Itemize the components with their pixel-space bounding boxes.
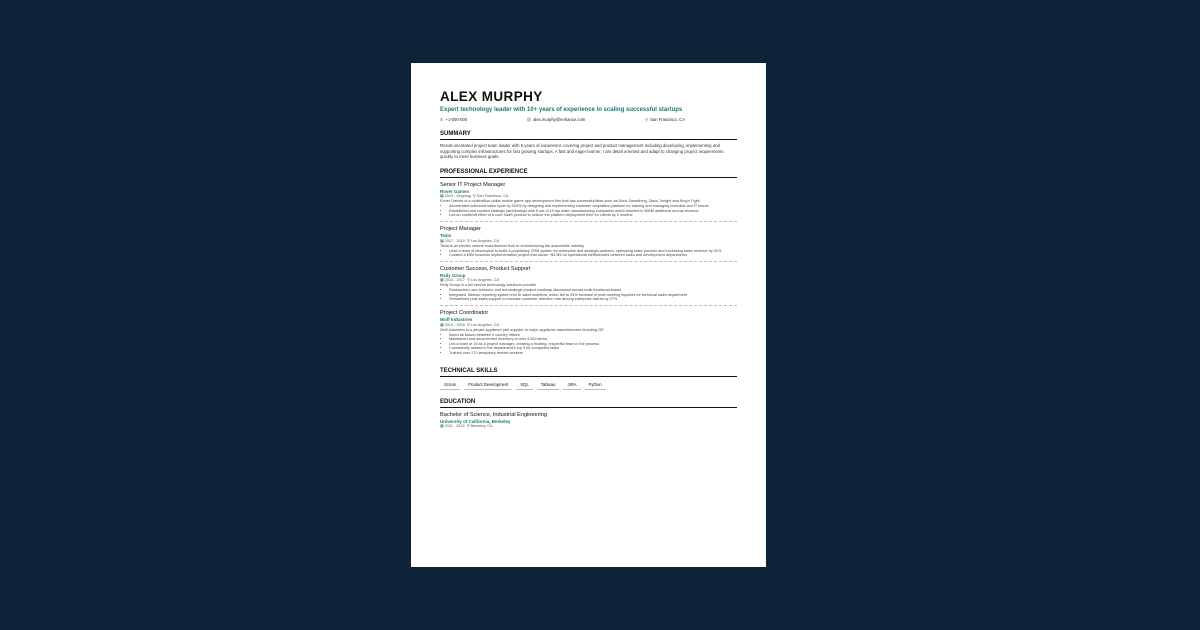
phone-icon: ✆: [440, 117, 444, 122]
job-bullet: • Established and curated strategic partnerships with 6 out of 10 top state manufacturing companies which resulted in $30M additional annual revenue: [449, 209, 737, 214]
section-title-skills: TECHNICAL SKILLS: [440, 368, 737, 377]
job-entry: [440, 266, 737, 306]
contact-location: [645, 117, 685, 122]
skill-chip: SQL: [516, 381, 532, 390]
job-description: Tesla is an electric vehicle manufacturer that is revolutionizing the automobile industry: [440, 243, 585, 248]
location-text: San Francisco, CA: [650, 117, 685, 122]
contact-row: [440, 117, 685, 122]
resume-page: [411, 63, 766, 567]
education-meta: [440, 424, 737, 429]
education-school: University of California, Berkeley: [440, 418, 511, 424]
calendar-icon: ▦: [440, 238, 444, 243]
job-bullet: • Integrated Tableau reporting system into SI sales workflow, which led to 23% increase in post-meeting inquiries for technical sales department: [449, 293, 737, 298]
job-bullet: • Maintained and documented inventory of over 4,000 items: [449, 337, 737, 342]
location-pin-icon: ⚲: [467, 238, 470, 243]
skill-chip: JIRA: [563, 381, 580, 390]
job-dates: 2015 - 2017: [444, 278, 465, 283]
job-bullet: • Trained over 270 temporary remote workers: [449, 351, 737, 356]
job-company: Tesla: [440, 233, 452, 239]
job-title: Project Manager: [440, 226, 482, 233]
job-location: San Francisco, CA: [476, 194, 509, 199]
job-location: Los Angeles, CA: [470, 278, 499, 283]
education-location: Berkeley, CA: [470, 424, 493, 428]
email-icon: @: [526, 117, 532, 122]
experience-list: [440, 182, 737, 359]
contact-phone: [440, 117, 467, 122]
job-company: Rover Games: [440, 188, 470, 194]
job-company: Wolf Industries: [440, 317, 473, 323]
job-bullets: [440, 204, 737, 218]
location-pin-icon: ⚲: [467, 322, 470, 327]
job-bullets: [440, 333, 737, 356]
job-bullet: • Consistently ranked in the department's top 3 for completed tasks: [449, 346, 737, 351]
job-description: Rover Games is a multimillion-dollar mobile game app development firm that has successful titles such as Drink Something, Disco Tonight and King's Fight: [440, 199, 700, 204]
contact-email: [527, 117, 585, 122]
education-degree: Bachelor of Science, Industrial Engineering: [440, 411, 547, 418]
job-bullet: • Streamlined post-sales support to increase customer retention rate among enterprise clients by 27%: [449, 297, 737, 302]
job-bullets: [440, 249, 737, 258]
job-dates: 2013 - 2015: [444, 322, 465, 327]
location-pin-icon: ⚲: [645, 117, 649, 122]
job-title: Customer Success, Product Support: [440, 265, 531, 272]
job-entry: [440, 182, 737, 222]
job-dates: 2019 - Ongoing: [444, 194, 471, 199]
job-entry: [440, 310, 737, 358]
job-bullet: • Acted as liaison between 4 country offices: [449, 333, 737, 338]
location-pin-icon: ⚲: [467, 278, 470, 283]
job-title: Project Coordinator: [440, 310, 489, 317]
job-company: Reily Group: [440, 272, 466, 278]
skill-chip: Product Development: [464, 381, 512, 390]
job-bullet: • Researched user behavior and led strategic product roadmap discussion across multi functional teams: [449, 288, 737, 293]
resume-name: ALEX MURPHY: [440, 89, 543, 104]
section-title-education: EDUCATION: [440, 399, 737, 408]
location-pin-icon: ⚲: [472, 194, 476, 199]
job-bullet: • Led an onsite/off effort of a core SaaS product to reduce the platform deployment time for clients by 2 months: [449, 213, 737, 218]
location-pin-icon: ⚲: [466, 424, 470, 428]
job-bullet: • Curated a $3M business implementation project that saves ~$3.5M on operational inefficiencies between sales and development departments: [449, 253, 737, 258]
section-title-summary: SUMMARY: [440, 131, 737, 140]
calendar-icon: ▦: [440, 322, 444, 327]
job-description: Reily Group is a full service technology solutions provider: [440, 283, 537, 288]
job-entry: [440, 226, 737, 262]
job-location: Los Angeles, CA: [470, 238, 499, 243]
job-bullet: • Accelerated outbound sales cycle by 300% by designing and implementing customer acquisition platform for training and managing technical and IT teams: [449, 204, 737, 209]
resume-tagline: Expert technology leader with 10+ years of experience in scaling successful startups: [440, 107, 683, 113]
calendar-icon: ▦: [440, 424, 444, 428]
job-title: Senior IT Project Manager: [440, 181, 506, 188]
skill-chip: Tableau: [537, 381, 560, 390]
skill-chip: Python: [585, 381, 606, 390]
job-bullet: • Lead a team of developers to build a proprietary CRM system for enterprise and strategic partners, optimizing sales process and increasing sales revenue by 31%: [449, 249, 737, 254]
job-description: Wolf Industries is a private appliance part supplier to major appliance manufacturers including GE: [440, 327, 604, 332]
summary-text: Result-orientated project team leader with 5 years of experience covering project and product management including developing, implementing and supporting complex infrastructures for fast growing startups. A fast and eager learner, I am detail oriented and adapt to changing project requirements quickly to meet business goals.: [440, 143, 724, 160]
section-title-experience: PROFESSIONAL EXPERIENCE: [440, 169, 737, 178]
calendar-icon: ▦: [440, 278, 444, 283]
job-bullet: • Led a team of 15 as a project manager, creating a trusting, respectful team in the process: [449, 342, 737, 347]
education-dates: 2011 - 2015: [444, 424, 465, 428]
job-bullets: [440, 288, 737, 302]
email-text: alex.murphy@enhance.com: [533, 117, 586, 122]
job-location: Los Angeles, CA: [470, 322, 499, 327]
phone-text: +1-000-000: [445, 117, 468, 122]
calendar-icon: ▦: [440, 194, 444, 199]
skill-chip: Scrum: [440, 381, 460, 390]
job-dates: 2017 - 2019: [444, 238, 465, 243]
skills-list: [440, 381, 737, 390]
